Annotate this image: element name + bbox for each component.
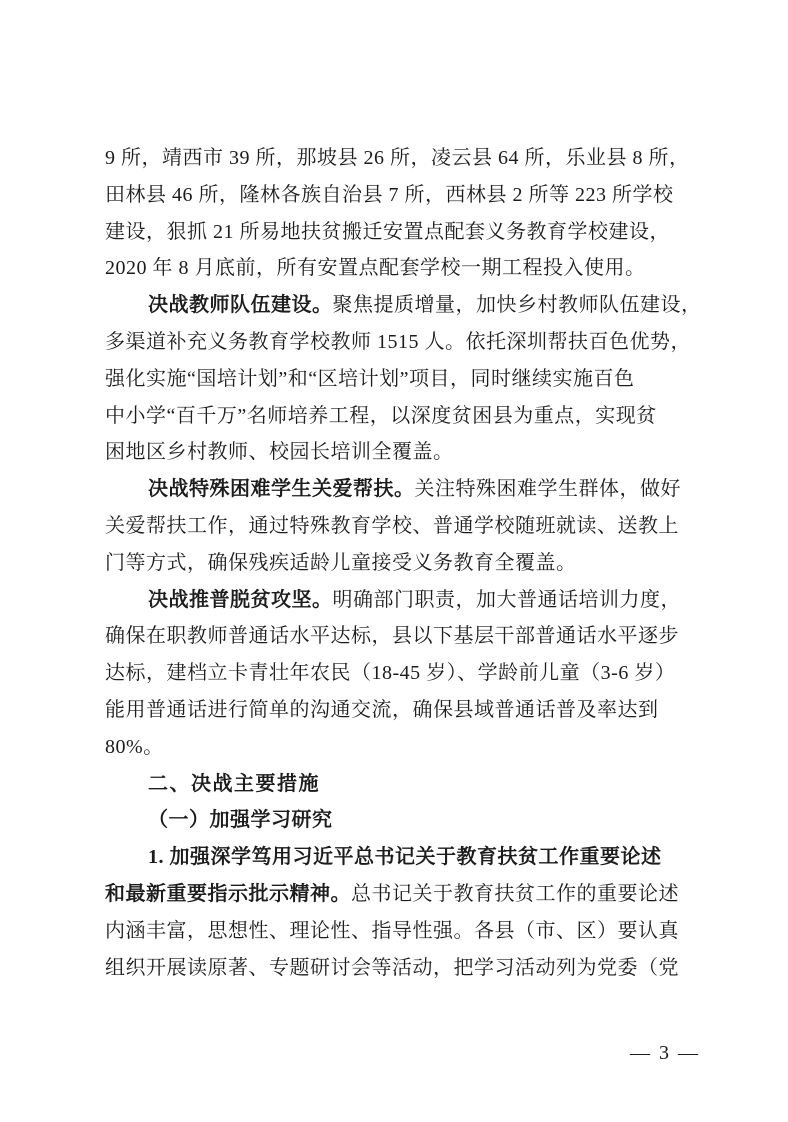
document-body bbox=[105, 140, 702, 986]
body-text-segment: 2020 年 8 月底前，所有安置点配套学校一期工程投入使用。 bbox=[105, 257, 646, 280]
para-teacher-team-line-5 bbox=[105, 434, 695, 471]
body-text-segment: 门等方式，确保残疾适龄儿童接受义务教育全覆盖。 bbox=[105, 551, 577, 574]
para-mandarin-promotion-line-4 bbox=[105, 692, 695, 729]
para-teacher-team-line-1 bbox=[105, 287, 702, 324]
page-number: — 3 — bbox=[630, 1042, 700, 1064]
body-text-segment: 确保在职教师普通话水平达标，县以下基层干部普通话水平逐步 bbox=[105, 625, 679, 648]
para-study-xi-remarks-line-3 bbox=[105, 913, 695, 950]
para-school-construction-line-4 bbox=[105, 250, 695, 287]
body-text-segment: 总书记关于教育扶贫工作的重要论述 bbox=[351, 882, 679, 905]
body-text-segment: 强化实施“国培计划”和“区培计划”项目，同时继续实施百色 bbox=[105, 367, 635, 390]
body-text-segment: 组织开展读原著、专题研讨会等活动，把学习活动列为党委（党 bbox=[105, 956, 679, 979]
para-special-students-line-2 bbox=[105, 508, 695, 545]
para-study-xi-remarks-line-2 bbox=[105, 876, 695, 913]
para-mandarin-promotion-line-2 bbox=[105, 618, 695, 655]
para-teacher-team-line-2 bbox=[105, 324, 695, 361]
heading-subsection-1-line-1 bbox=[105, 802, 695, 839]
para-study-xi-remarks-line-4 bbox=[105, 950, 695, 987]
body-text-segment: 明确部门职责，加大普通话培训力度， bbox=[332, 588, 681, 611]
bold-text-segment: 和最新重要指示批示精神。 bbox=[105, 882, 351, 905]
para-mandarin-promotion-line-1 bbox=[105, 582, 695, 619]
para-study-xi-remarks-line-1 bbox=[105, 839, 695, 876]
heading-section-2-line-1 bbox=[105, 766, 695, 803]
bold-text-segment: 决战推普脱贫攻坚。 bbox=[148, 588, 333, 611]
para-school-construction-line-2 bbox=[105, 177, 695, 214]
bold-text-segment: 二、决战主要措施 bbox=[148, 772, 320, 795]
para-mandarin-promotion-line-5 bbox=[105, 729, 695, 766]
para-school-construction-line-3 bbox=[105, 214, 695, 251]
body-text-segment: 困地区乡村教师、校园长培训全覆盖。 bbox=[105, 441, 454, 464]
bold-text-segment: 1. 加强深学笃用习近平总书记关于教育扶贫工作重要论述 bbox=[148, 846, 662, 869]
bold-text-segment: （一）加强学习研究 bbox=[148, 809, 333, 832]
para-special-students-line-1 bbox=[105, 471, 695, 508]
body-text-segment: 80%。 bbox=[105, 735, 164, 758]
body-text-segment: 达标，建档立卡青壮年农民（18-45 岁）、学龄前儿童（3-6 岁） bbox=[105, 662, 676, 685]
body-text-segment: 能用普通话进行简单的沟通交流，确保县域普通话普及率达到 bbox=[105, 698, 659, 721]
para-mandarin-promotion-line-3 bbox=[105, 655, 695, 692]
body-text-segment: 中小学“百千万”名师培养工程，以深度贫困县为重点，实现贫 bbox=[105, 404, 657, 427]
body-text-segment: 建设，狠抓 21 所易地扶贫搬迁安置点配套义务教育学校建设， bbox=[105, 220, 670, 243]
body-text-segment: 关爱帮扶工作，通过特殊教育学校、普通学校随班就读、送教上 bbox=[105, 514, 679, 537]
body-text-segment: 内涵丰富，思想性、理论性、指导性强。各县（市、区）要认真 bbox=[105, 919, 679, 942]
body-text-segment: 关注特殊困难学生群体，做好 bbox=[414, 478, 681, 501]
para-school-construction-line-1 bbox=[105, 140, 695, 177]
para-special-students-line-3 bbox=[105, 545, 695, 582]
body-text-segment: 田林县 46 所，隆林各族自治县 7 所，西林县 2 所等 223 所学校 bbox=[105, 183, 674, 206]
bold-text-segment: 决战特殊困难学生关爱帮扶。 bbox=[148, 478, 415, 501]
body-text-segment: 聚焦提质增量，加快乡村教师队伍建设， bbox=[332, 294, 702, 317]
bold-text-segment: 决战教师队伍建设。 bbox=[148, 294, 333, 317]
body-text-segment: 多渠道补充义务教育学校教师 1515 人。依托深圳帮扶百色优势， bbox=[105, 330, 691, 353]
body-text-segment: 9 所，靖西市 39 所，那坡县 26 所，凌云县 64 所，乐业县 8 所， bbox=[105, 147, 690, 169]
para-teacher-team-line-4 bbox=[105, 398, 695, 435]
para-teacher-team-line-3 bbox=[105, 361, 695, 398]
